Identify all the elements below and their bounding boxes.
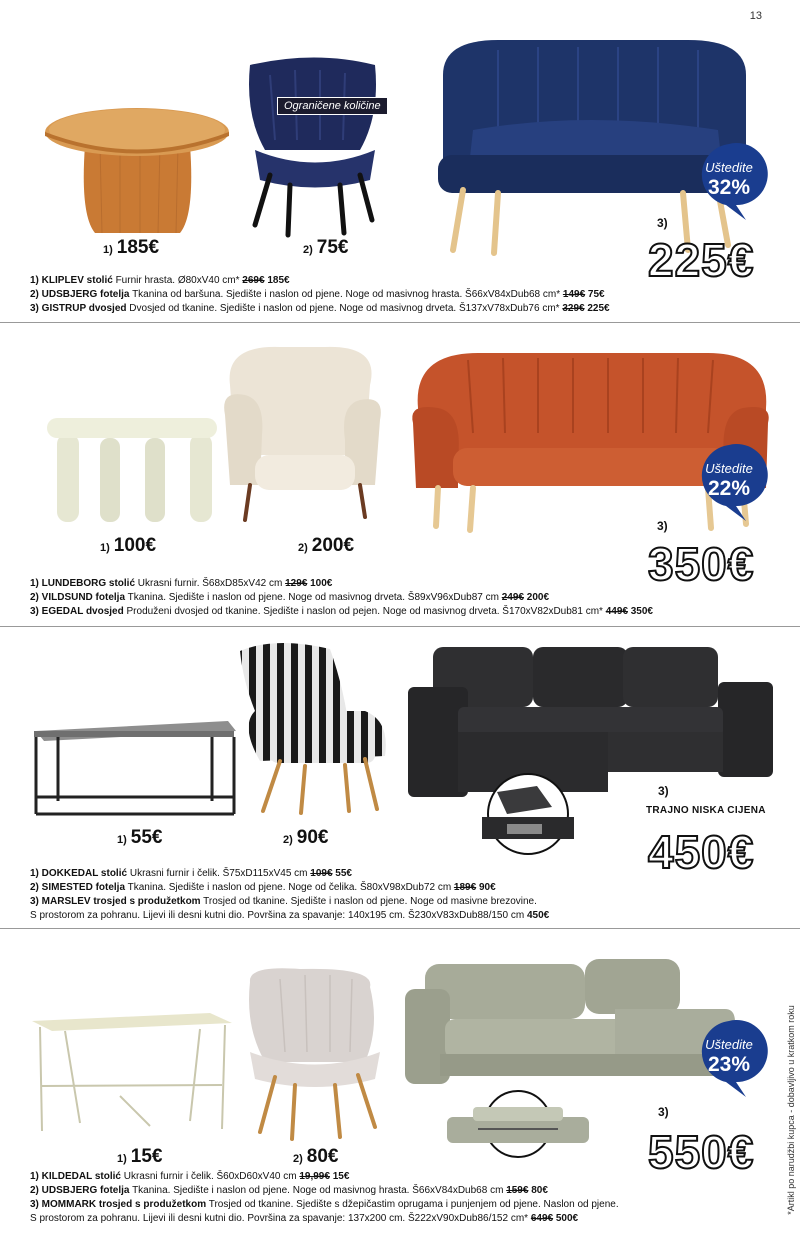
section-2 [0, 323, 800, 625]
kildedal-table-image [30, 1011, 235, 1141]
lundeborg-table-image [45, 416, 220, 526]
price-item-2: 2) 75€ [303, 237, 349, 258]
product-description [30, 274, 750, 316]
dokkedal-table-image [28, 719, 240, 819]
price-item-3: 450€ [648, 826, 755, 878]
savings-badge: Uštedite 23% [696, 1019, 772, 1099]
section-3 [0, 627, 800, 927]
desc-line: 2) UDSBJERG fotelja Tkanina od baršuna. Sjedište i naslon od pjene. Noge od masivnog hrasta. Š66xV84xDub68 cm* 149€ 75€ [30, 289, 605, 300]
price-item-3-index: 3) [658, 784, 669, 798]
product-description [30, 1170, 750, 1226]
desc-line: 3) MOMMARK trosjed s produžetkom Trosjed od tkanine. Sjedište s džepičastim oprugama i punjenjem od pjene. Naslon od pjene. [30, 1199, 619, 1210]
kliplev-table-image [40, 105, 235, 240]
desc-line: 1) KILDEDAL stolić Ukrasni furnir i čelik. Š60xD60xV40 cm 19,99€ 15€ [30, 1171, 350, 1182]
desc-line: 3) EGEDAL dvosjed Produženi dvosjed od tkanine. Sjedište i naslon od pejen. Noge od masivnog drveta. Š170xV82xDub81 cm* 449€ 350€ [30, 606, 653, 617]
desc-line: 1) KLIPLEV stolić Furnir hrasta. Ø80xV40 cm* 269€ 185€ [30, 275, 290, 286]
vildsund-boucle-chair-image [220, 345, 385, 525]
mommark-corner-sofa-image [405, 954, 735, 1094]
udsbjerg-velvet-chair-image [240, 55, 390, 240]
side-note: *Artikl po narudžbi kupca - dobavljivo u kratkom roku [786, 1005, 796, 1215]
price-item-1: 1) 100€ [100, 535, 157, 556]
product-description [30, 867, 750, 923]
desc-line: S prostorom za pohranu. Lijevi ili desni kutni dio. Površina za spavanje: 140x195 cm. Š230xV83xDub88/150 cm 450€ [30, 910, 550, 921]
udsbjerg-fabric-chair-image [240, 967, 390, 1142]
price-item-2: 2) 200€ [298, 535, 355, 556]
limited-quantity-label: Ograničene količine [277, 97, 388, 115]
desc-line: 2) UDSBJERG fotelja Tkanina. Sjedište i naslon od pjene. Noge od masivnog hrasta. Š66xV84xDub68 cm 159€ 80€ [30, 1185, 548, 1196]
price-item-1: 1) 185€ [103, 237, 160, 258]
desc-line: 3) GISTRUP dvosjed Dvosjed od tkanine. Sjedište i naslon od pjene. Noge od masivnog drveta. Š137xV78xDub76 cm* 329€ 225€ [30, 303, 610, 314]
savings-badge: Uštedite 22% [696, 443, 772, 523]
desc-line: 3) MARSLEV trosjed s produžetkom Trosjed od tkanine. Sjedište i naslon od pjene. Noge od masivne brezovine. [30, 896, 537, 907]
desc-line: 2) VILDSUND fotelja Tkanina. Sjedište i naslon od pjene. Noge od masivnog drveta. Š89xV96xDub87 cm 249€ 200€ [30, 592, 550, 603]
section-4 [0, 929, 800, 1250]
permanent-low-price-label: TRAJNO NISKA CIJENA [646, 805, 766, 816]
price-item-1: 1) 15€ [117, 1146, 163, 1167]
price-item-2: 2) 80€ [293, 1146, 339, 1167]
price-item-2: 2) 90€ [283, 827, 329, 848]
page-number: 13 [749, 10, 762, 22]
desc-line: 2) SIMESTED fotelja Tkanina. Sjedište i naslon od pjene. Noge od čelika. Š80xV98xDub72 cm 189€ 90€ [30, 882, 496, 893]
desc-line: S prostorom za pohranu. Lijevi ili desni kutni dio. Površina za spavanje: 137x200 cm. Š222xV90xDub86/152 cm* 649€ 500€ [30, 1213, 579, 1224]
savings-badge: Uštedite 32% [696, 142, 772, 222]
desc-line: 1) LUNDEBORG stolić Ukrasni furnir. Š68xD85xV42 cm 129€ 100€ [30, 578, 333, 589]
price-item-1: 1) 55€ [117, 827, 163, 848]
price-item-3: 225€ [648, 234, 755, 286]
section-1 [0, 0, 800, 322]
sofa-bed-pullout-detail-image [443, 1089, 593, 1159]
price-item-3: 350€ [648, 538, 755, 590]
price-item-3-index: 3) [657, 216, 668, 230]
product-description [30, 577, 750, 619]
marslev-corner-sofa-image [408, 642, 773, 812]
price-item-3: 550€ [648, 1126, 755, 1178]
price-item-3-index: 3) [658, 1105, 669, 1119]
sofa-bed-storage-detail-image [472, 772, 584, 857]
simested-striped-chair-image [235, 641, 390, 816]
price-item-3-index: 3) [657, 519, 668, 533]
desc-line: 1) DOKKEDAL stolić Ukrasni furnir i čelik. Š75xD115xV45 cm 109€ 55€ [30, 868, 352, 879]
